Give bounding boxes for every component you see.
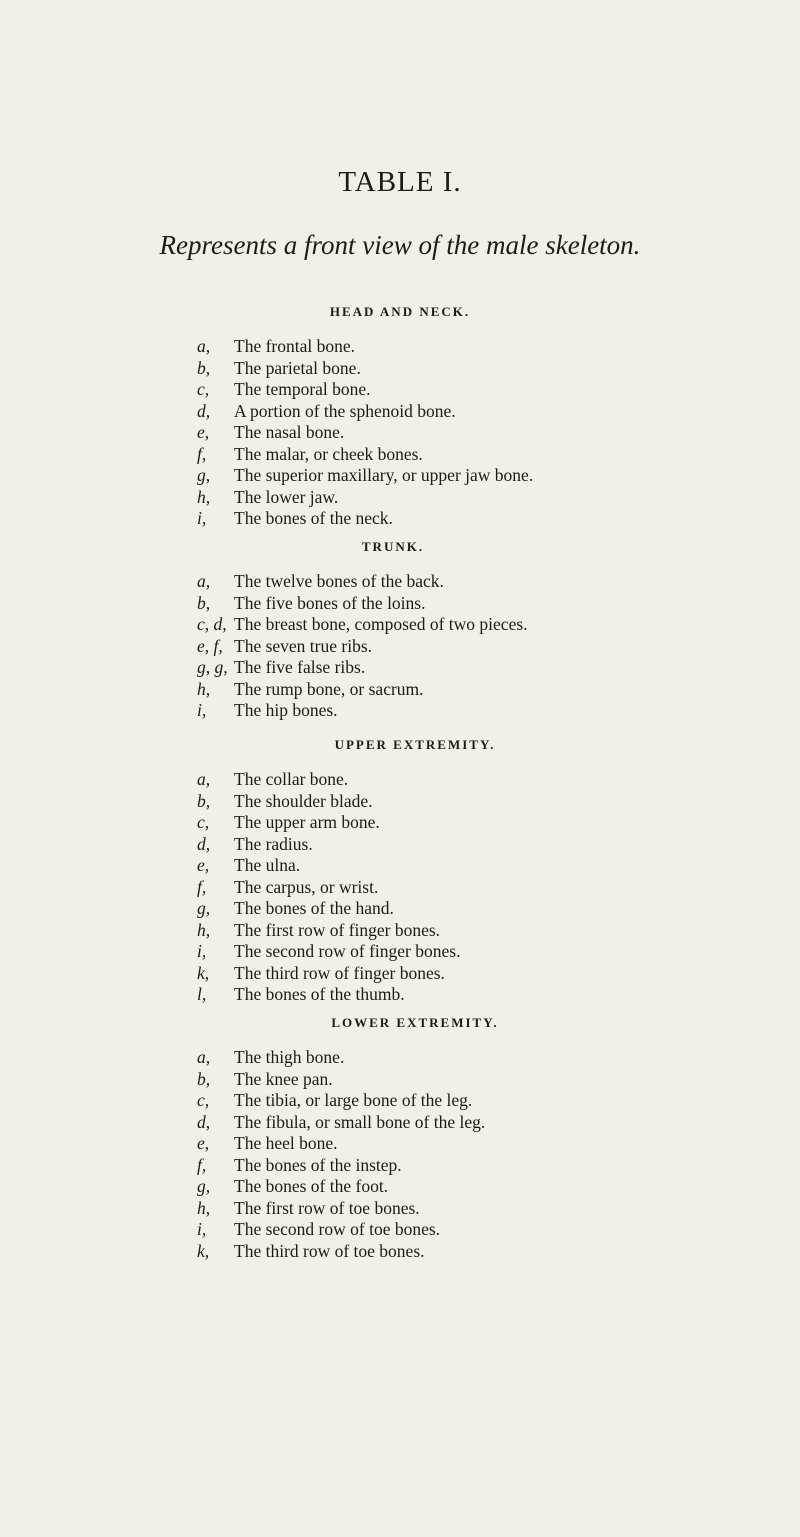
item-letter: a, <box>197 769 211 789</box>
item-text: The radius. <box>234 833 313 854</box>
list-item <box>0 769 800 791</box>
item-letter: b, <box>197 592 211 613</box>
item-letter: h, <box>197 486 211 507</box>
list-item <box>0 812 800 834</box>
item-letter: b, <box>197 790 211 811</box>
item-text: The bones of the neck. <box>234 508 393 528</box>
item-text: The shoulder blade. <box>234 790 373 811</box>
item-letter: f, <box>197 443 207 464</box>
list-item <box>0 379 800 401</box>
list-item <box>0 336 800 358</box>
item-text: The fibula, or small bone of the leg. <box>234 1111 486 1132</box>
section-items <box>0 769 800 1006</box>
item-letter: g, <box>197 465 211 485</box>
item-letter: c, <box>197 1090 210 1110</box>
list-item <box>0 487 800 509</box>
list-item <box>0 834 800 856</box>
list-item <box>0 920 800 942</box>
item-text: The thigh bone. <box>234 1047 345 1067</box>
item-letter: a, <box>197 336 211 356</box>
item-letter: e, <box>197 1133 210 1153</box>
list-item <box>0 1112 800 1134</box>
list-item <box>0 1133 800 1155</box>
item-letter: k, <box>197 1240 210 1261</box>
item-text: The first row of toe bones. <box>234 1197 420 1218</box>
list-item <box>0 1198 800 1220</box>
item-letter: i, <box>197 1219 207 1239</box>
item-text: The five false ribs. <box>234 657 366 677</box>
item-letter: i, <box>197 941 207 961</box>
item-letter: a, <box>197 571 211 591</box>
item-letter: h, <box>197 919 211 940</box>
section-head-and-neck <box>0 300 800 530</box>
item-text: The breast bone, composed of two pieces. <box>234 614 528 634</box>
item-text: The ulna. <box>234 855 301 875</box>
item-letter: c, d, <box>197 614 227 634</box>
item-text: The five bones of the loins. <box>234 592 426 613</box>
item-text: The hip bones. <box>234 700 338 720</box>
item-letter: l, <box>197 984 207 1004</box>
item-text: The parietal bone. <box>234 357 361 378</box>
item-text: The third row of finger bones. <box>234 962 445 983</box>
list-item <box>0 358 800 380</box>
list-item <box>0 444 800 466</box>
list-item <box>0 1219 800 1241</box>
item-text: The frontal bone. <box>234 336 355 356</box>
section-heading: TRUNK. <box>361 539 425 554</box>
section-heading: LOWER EXTREMITY. <box>331 1015 499 1030</box>
item-text: The bones of the foot. <box>234 1176 389 1196</box>
list-item <box>0 401 800 423</box>
page-title: TABLE I. <box>338 166 462 198</box>
item-text: The bones of the thumb. <box>234 984 405 1004</box>
list-item <box>0 1090 800 1112</box>
list-item <box>0 963 800 985</box>
list-item <box>0 984 800 1006</box>
item-letter: i, <box>197 700 207 720</box>
section-items <box>0 571 800 722</box>
item-letter: d, <box>197 833 211 854</box>
section-items <box>0 336 800 530</box>
item-letter: c, <box>197 812 210 832</box>
item-text: The rump bone, or sacrum. <box>234 678 424 699</box>
item-letter: g, <box>197 1176 211 1196</box>
section-heading: UPPER EXTREMITY. <box>334 737 496 752</box>
item-text: The knee pan. <box>234 1068 333 1089</box>
item-letter: k, <box>197 962 210 983</box>
item-letter: h, <box>197 1197 211 1218</box>
item-letter: c, <box>197 379 210 399</box>
item-letter: a, <box>197 1047 211 1067</box>
section-heading: HEAD AND NECK. <box>329 304 471 319</box>
list-item <box>0 636 800 658</box>
page-subtitle: Represents a front view of the male skeleton. <box>159 230 641 260</box>
item-text: The malar, or cheek bones. <box>234 443 423 464</box>
item-letter: d, <box>197 400 211 421</box>
list-item <box>0 508 800 530</box>
list-item <box>0 1155 800 1177</box>
item-text: The upper arm bone. <box>234 812 380 832</box>
item-text: The second row of finger bones. <box>234 941 461 961</box>
item-text: The bones of the hand. <box>234 898 394 918</box>
list-item <box>0 941 800 963</box>
item-letter: g, g, <box>197 657 228 677</box>
item-text: The superior maxillary, or upper jaw bone. <box>234 465 534 485</box>
item-letter: h, <box>197 678 211 699</box>
item-letter: i, <box>197 508 207 528</box>
list-item <box>0 593 800 615</box>
list-item <box>0 657 800 679</box>
item-text: The nasal bone. <box>234 422 345 442</box>
item-text: The seven true ribs. <box>234 635 373 656</box>
list-item <box>0 855 800 877</box>
item-text: The tibia, or large bone of the leg. <box>234 1090 473 1110</box>
item-letter: g, <box>197 898 211 918</box>
item-letter: f, <box>197 1154 207 1175</box>
item-text: The temporal bone. <box>234 379 371 399</box>
section-lower-extremity <box>0 1011 800 1262</box>
list-item <box>0 877 800 899</box>
item-letter: e, f, <box>197 635 223 656</box>
list-item <box>0 571 800 593</box>
item-letter: d, <box>197 1111 211 1132</box>
item-text: The third row of toe bones. <box>234 1240 425 1261</box>
item-text: The first row of finger bones. <box>234 919 441 940</box>
item-text: The collar bone. <box>234 769 349 789</box>
item-text: The twelve bones of the back. <box>234 571 444 591</box>
list-item <box>0 791 800 813</box>
list-item <box>0 614 800 636</box>
list-item <box>0 465 800 487</box>
item-letter: b, <box>197 1068 211 1089</box>
list-item <box>0 1241 800 1263</box>
item-letter: f, <box>197 876 207 897</box>
item-letter: e, <box>197 855 210 875</box>
item-text: The carpus, or wrist. <box>234 876 379 897</box>
list-item <box>0 1047 800 1069</box>
section-upper-extremity <box>0 733 800 1006</box>
item-text: The bones of the instep. <box>234 1154 402 1175</box>
item-text: The heel bone. <box>234 1133 338 1153</box>
section-items <box>0 1047 800 1262</box>
list-item <box>0 1069 800 1091</box>
item-letter: b, <box>197 357 211 378</box>
list-item <box>0 679 800 701</box>
item-text: The lower jaw. <box>234 486 339 507</box>
list-item <box>0 422 800 444</box>
list-item <box>0 898 800 920</box>
item-text: The second row of toe bones. <box>234 1219 441 1239</box>
list-item <box>0 700 800 722</box>
item-text: A portion of the sphenoid bone. <box>234 400 456 421</box>
list-item <box>0 1176 800 1198</box>
section-trunk <box>0 535 800 722</box>
item-letter: e, <box>197 422 210 442</box>
